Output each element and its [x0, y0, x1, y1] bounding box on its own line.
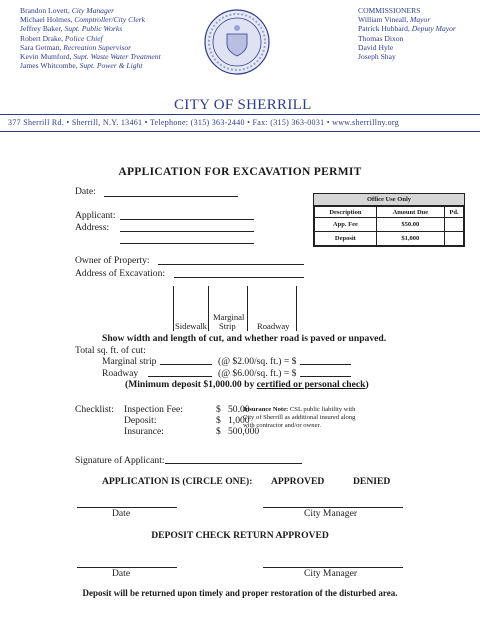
excavation-address-label: Address of Excavation:	[75, 268, 166, 279]
applicant-field[interactable]	[120, 219, 254, 220]
address-field-line-1[interactable]	[120, 231, 254, 232]
circle-one-label: APPLICATION IS (CIRCLE ONE):	[102, 476, 253, 487]
column-header: Pd.	[444, 207, 463, 218]
header-divider-bottom	[0, 131, 480, 132]
return-city-manager-caption: City Manager	[304, 568, 358, 579]
diagram-marginal-label: Marginal	[213, 312, 245, 322]
checklist-amount: 50.00	[228, 404, 250, 415]
diagram-line	[247, 286, 248, 331]
checklist-item-label: Insurance:	[124, 426, 164, 437]
marginal-strip-label: Marginal strip	[102, 356, 157, 367]
return-date-caption: Date	[112, 568, 131, 579]
marginal-strip-amount-field[interactable]	[300, 364, 351, 365]
owner-field[interactable]	[158, 264, 304, 265]
table-cell: $50.00	[376, 218, 444, 232]
signature-field[interactable]	[165, 463, 302, 464]
diagram-roadway-label: Roadway	[257, 321, 290, 331]
checklist-amount: 500,000	[228, 426, 260, 437]
diagram-strip-label: Strip	[219, 321, 236, 331]
roadway-label: Roadway	[102, 368, 139, 379]
table-cell	[444, 218, 463, 232]
diagram-line	[173, 286, 174, 331]
address-line: 377 Sherrill Rd. • Sherrill, N.Y. 13461 • Telephone: (315) 363-2440 • Fax: (315) 363-0031 • www.sherrillny.org	[8, 118, 400, 127]
office-use-table	[314, 206, 464, 246]
footer-note: Deposit will be returned upon timely and proper restoration of the disturbed area.	[82, 588, 398, 598]
staff-entry: Sara Getman, Recreation Supervisor	[20, 42, 132, 52]
column-header: Description	[315, 207, 377, 218]
date-field[interactable]	[104, 196, 238, 197]
table-cell: Deposit	[315, 232, 377, 246]
office-use-box	[313, 193, 465, 247]
checklist-item-label: Inspection Fee:	[124, 404, 183, 415]
form-title: APPLICATION FOR EXCAVATION PERMIT	[118, 166, 362, 178]
deposit-return-heading: DEPOSIT CHECK RETURN APPROVED	[151, 530, 329, 541]
table-cell: $1,000	[376, 232, 444, 246]
checklist-currency: $	[216, 415, 221, 426]
denied-option[interactable]: DENIED	[353, 476, 391, 487]
signature-label: Signature of Applicant:	[75, 455, 165, 466]
staff-entry: James Whitcombe, Supt. Power & Light	[20, 61, 143, 71]
commissioner-entry: Patrick Hubbard, Deputy Mayor	[358, 24, 456, 34]
staff-entry: Robert Drake, Police Chief	[20, 33, 103, 43]
commissioner-entry: Thomas Dixon	[358, 33, 404, 43]
checklist-currency: $	[216, 404, 221, 415]
staff-entry: Brandon Lovett, City Manager	[20, 6, 115, 15]
table-row	[315, 218, 464, 232]
minimum-deposit-note: (Minimum deposit $1,000.00 by certified or personal check)	[125, 379, 369, 390]
commissioners-heading: COMMISSIONERS	[358, 6, 421, 15]
diagram-sidewalk-label: Sidewalk	[175, 321, 207, 331]
staff-list	[20, 6, 161, 70]
office-use-heading: Office Use Only	[314, 194, 464, 206]
header-divider-top	[0, 114, 480, 115]
approval-city-manager-caption: City Manager	[304, 508, 358, 519]
date-label: Date:	[75, 186, 96, 197]
table-row	[315, 232, 464, 246]
diagram-line	[208, 286, 209, 331]
insurance-note: Insurance Note: CSL public liability with City of Sherrill as additional insured along with contractor and/or owner.	[243, 406, 356, 429]
table-cell: App. Fee	[315, 218, 377, 232]
show-width-note: Show width and length of cut, and whether road is paved or unpaved.	[102, 333, 387, 344]
city-seal-logo	[203, 8, 271, 76]
checklist-label: Checklist:	[75, 404, 114, 415]
checklist-currency: $	[216, 426, 221, 437]
approval-date-caption: Date	[112, 508, 131, 519]
address-label: Address:	[75, 222, 110, 233]
roadway-sqft-field[interactable]	[148, 376, 212, 377]
address-field-line-2[interactable]	[120, 243, 254, 244]
commissioners-list	[358, 6, 456, 61]
commissioner-entry: Joseph Shay	[358, 52, 396, 62]
owner-label: Owner of Property:	[75, 255, 150, 266]
staff-entry: Jeffrey Baker, Supt. Public Works	[20, 24, 123, 34]
marginal-strip-sqft-field[interactable]	[160, 364, 212, 365]
diagram-line	[296, 286, 297, 331]
commissioner-entry: David Hyle	[358, 42, 394, 52]
staff-entry: Michael Holmes, Comptroller/City Clerk	[20, 15, 146, 25]
column-header: Amount Due	[376, 207, 444, 218]
city-name: CITY OF SHERRILL	[174, 97, 312, 113]
staff-entry: Kevin Mumford, Supt. Waste Water Treatment	[20, 52, 161, 62]
table-cell	[444, 232, 463, 246]
marginal-rate: (@ $2.00/sq. ft.) = $	[218, 356, 297, 367]
applicant-label: Applicant:	[75, 210, 116, 221]
excavation-address-field[interactable]	[174, 277, 304, 278]
roadway-rate: (@ $6.00/sq. ft.) = $	[218, 368, 297, 379]
checklist-amount: 1,000	[228, 415, 250, 426]
checklist-item-label: Deposit:	[124, 415, 157, 426]
roadway-amount-field[interactable]	[300, 376, 351, 377]
approved-option[interactable]: APPROVED	[271, 476, 325, 487]
total-sqft-label: Total sq. ft. of cut:	[75, 345, 146, 356]
commissioner-entry: William Vineall, Mayor	[358, 15, 431, 25]
